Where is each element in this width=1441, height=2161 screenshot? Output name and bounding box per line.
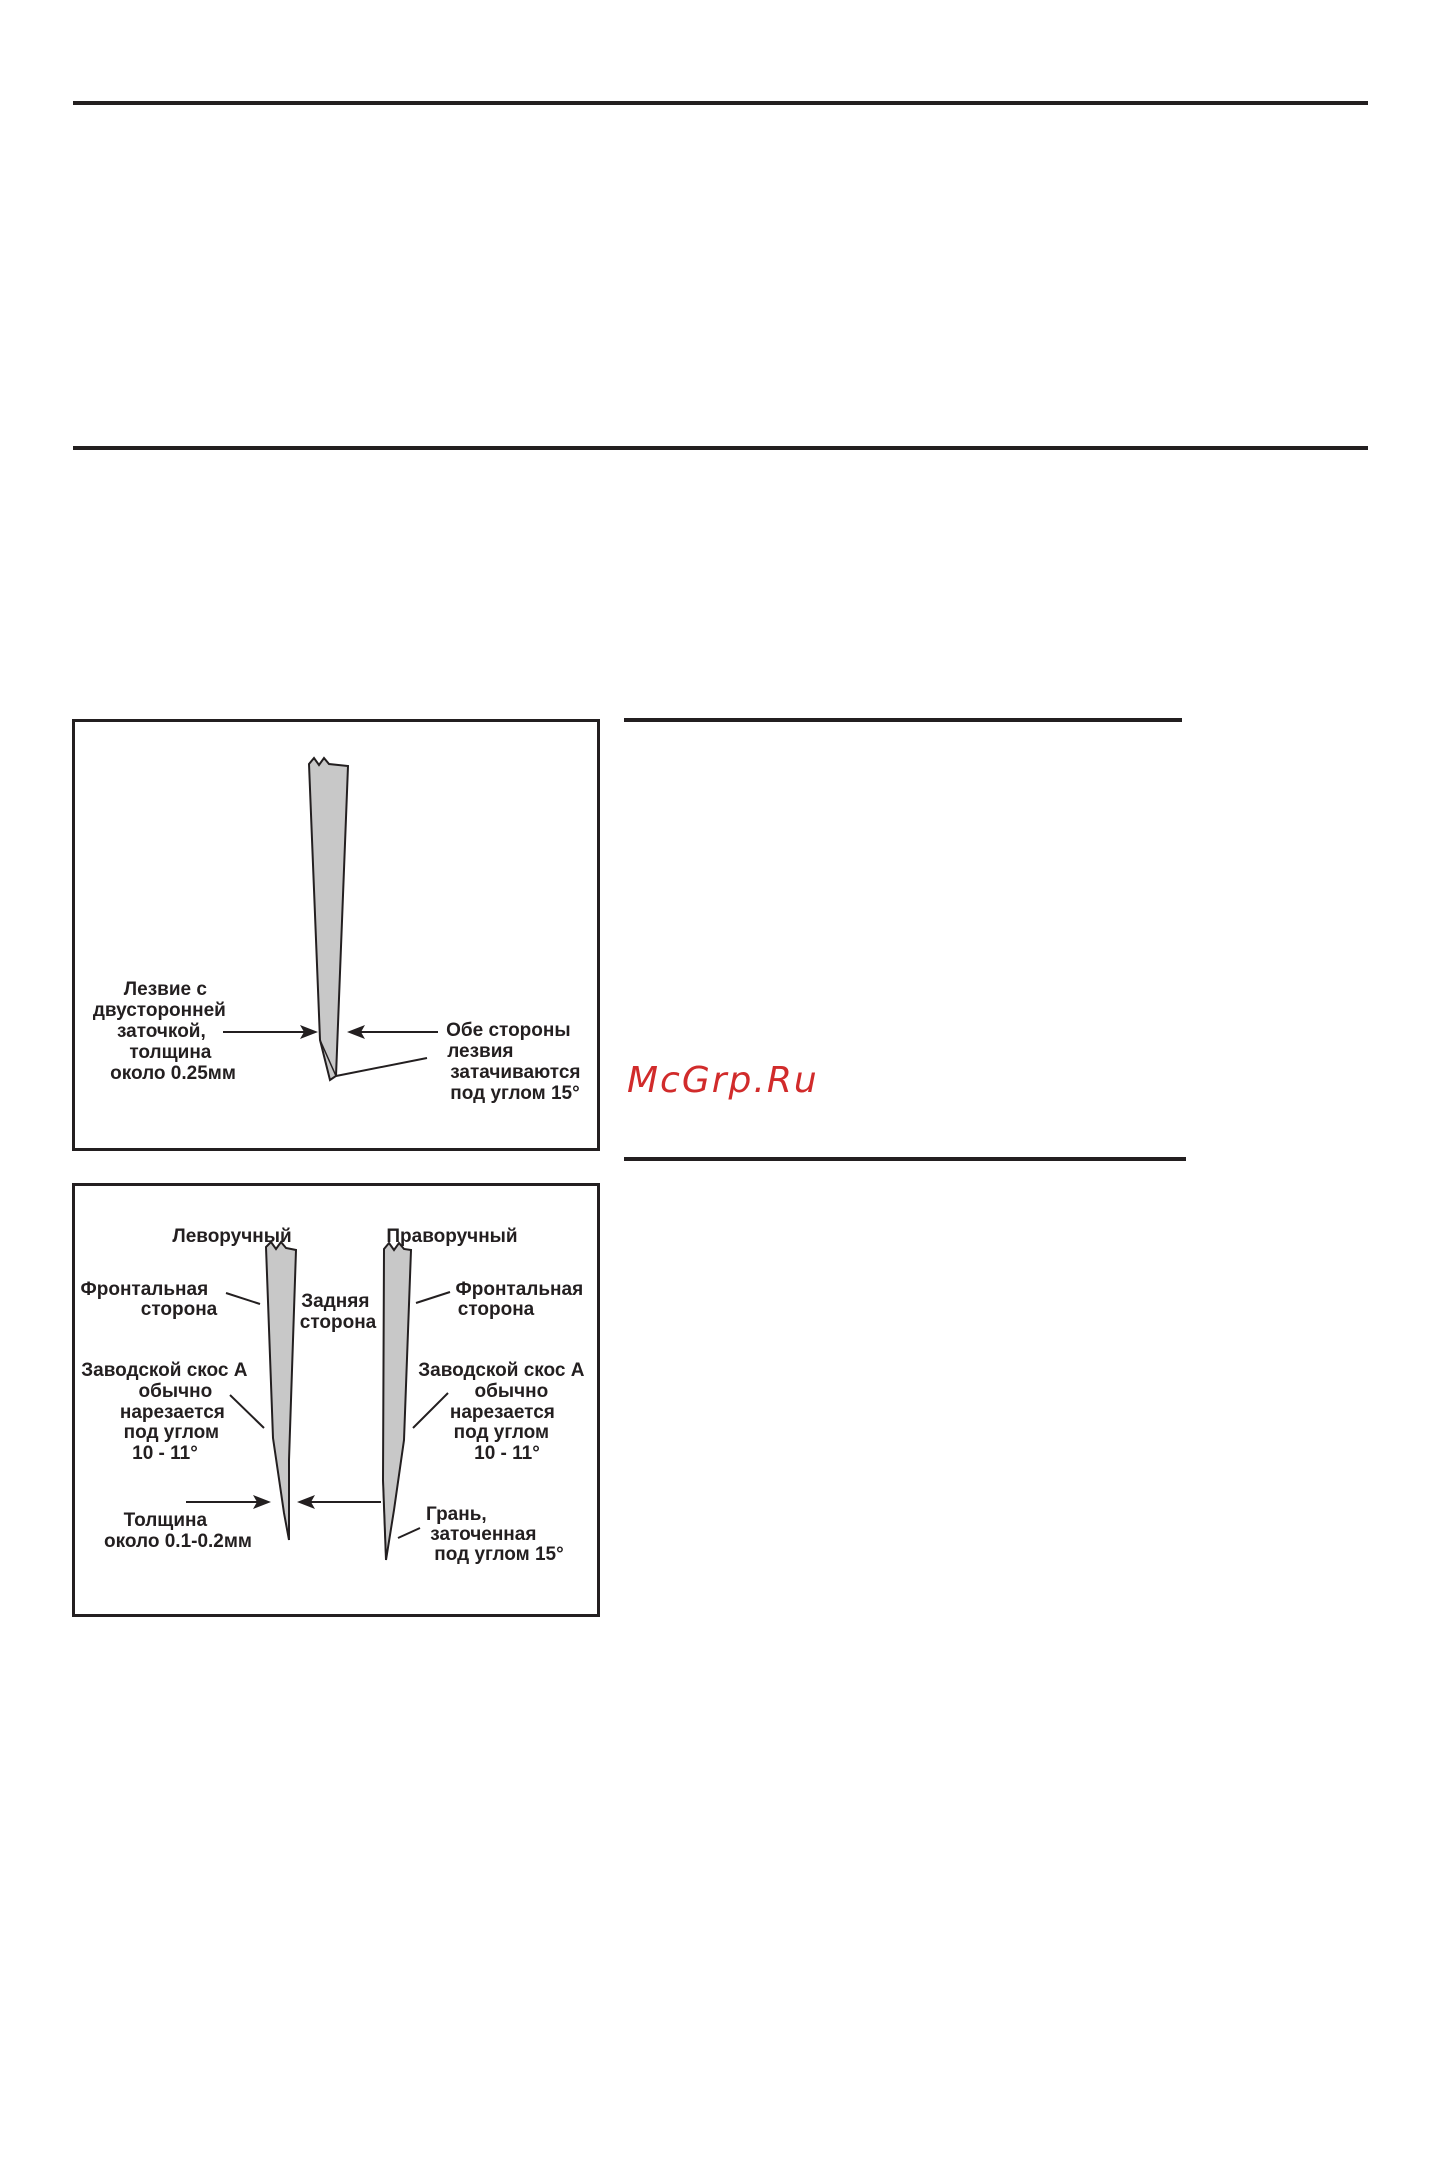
right-front-label: Фронтальная сторона (455, 1279, 584, 1320)
thickness-label: Толщина около 0.1-0.2мм (104, 1510, 252, 1552)
side-rule-bottom (624, 1157, 1186, 1161)
watermark: McGrp.Ru (627, 1060, 819, 1101)
left-blade-shape (266, 1242, 296, 1540)
figure-single-edged-blades (72, 1183, 600, 1617)
edge-label: Грань, заточенная под углом 15° (426, 1504, 564, 1565)
right-bevel-leader (413, 1393, 448, 1428)
left-bevel-label: Заводской скос А обычно нарезается под углом 10 - 11° (81, 1360, 248, 1464)
right-blade-shape (383, 1243, 411, 1560)
left-label: Лезвие с двусторонней заточкой, толщина около 0.25мм (92, 979, 236, 1084)
top-rule (73, 101, 1368, 105)
figure-double-edged-blade (72, 719, 600, 1151)
left-front-leader (226, 1293, 260, 1304)
double-blade-diagram (75, 722, 597, 1148)
right-label: Обе стороны лезвия затачиваются под углом 15° (446, 1020, 581, 1104)
bevel-leader (336, 1058, 427, 1076)
section-rule (73, 446, 1368, 450)
left-bevel-leader (230, 1395, 264, 1428)
left-front-label: Фронтальная сторона (80, 1279, 218, 1320)
right-bevel-label: Заводской скос А обычно нарезается под углом 10 - 11° (418, 1360, 585, 1464)
edge-leader (398, 1528, 420, 1538)
side-rule-top (624, 718, 1182, 722)
left-handed-title: Леворучный (172, 1226, 292, 1247)
back-side-label: Задняя сторона (299, 1291, 377, 1333)
single-blades-diagram (75, 1186, 597, 1614)
right-front-leader (416, 1292, 450, 1303)
right-handed-title: Праворучный (386, 1226, 518, 1247)
